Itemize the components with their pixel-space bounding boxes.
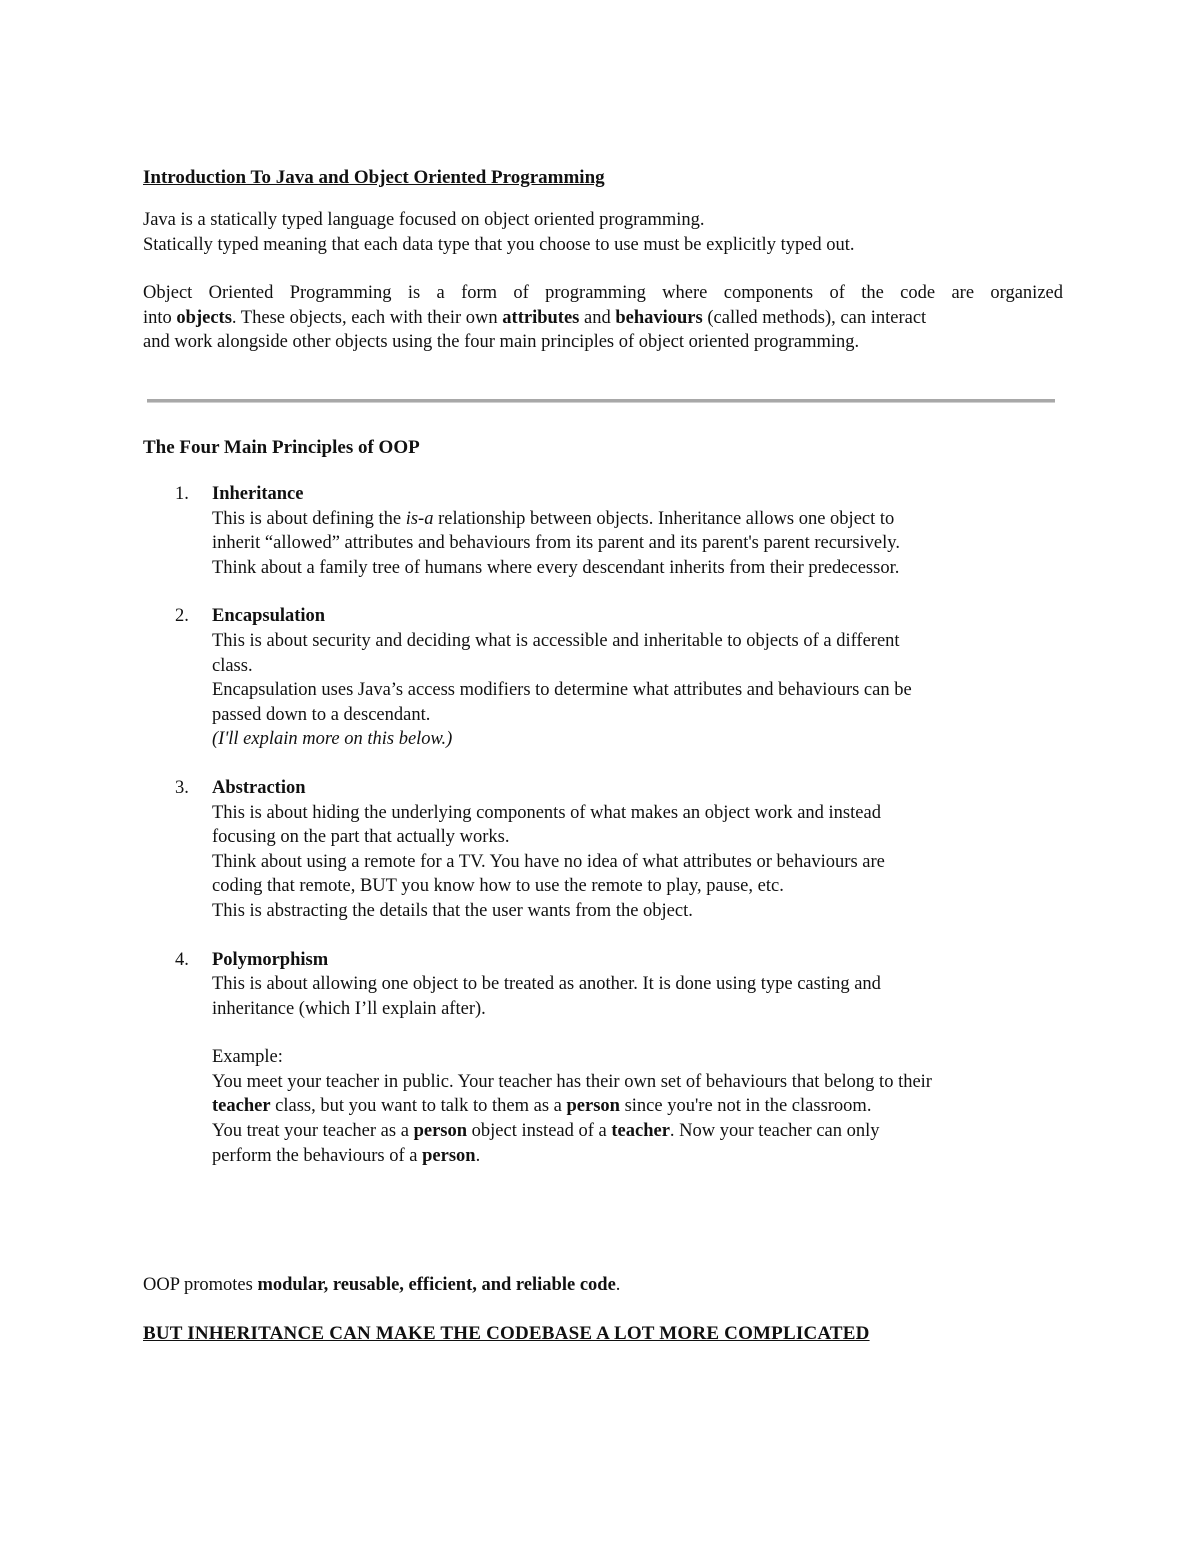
example-line (212, 1119, 1083, 1144)
principle-polymorphism (143, 948, 1083, 1169)
summary-block (143, 1273, 1083, 1348)
principle-line: Think about using a remote for a TV. You have no idea of what attributes or behaviours are (212, 851, 885, 872)
oop-line-3: and work alongside other objects using the four main principles of object oriented programming. (143, 332, 860, 353)
example-label: Example: (212, 1047, 283, 1068)
text-run: . (475, 1145, 481, 1166)
principle-line: This is abstracting the details that the user wants from the object. (212, 900, 693, 921)
document-title: Introduction To Java and Object Oriented Programming (143, 167, 605, 188)
text-run: class, but you want to talk to them as a (270, 1096, 567, 1117)
bold-teacher: teacher (611, 1121, 670, 1142)
intro-block (143, 164, 1063, 355)
example-line (212, 1144, 1083, 1169)
horizontal-divider (147, 399, 1055, 403)
list-number: 1. (175, 484, 189, 504)
bold-person: person (413, 1121, 468, 1142)
italic-is-a: is-a (405, 508, 434, 529)
bold-behaviours: behaviours (615, 307, 703, 328)
principle-encapsulation (143, 604, 1083, 752)
principle-line: Encapsulation uses Java’s access modifiers to determine what attributes and behaviours can be (212, 680, 912, 701)
principle-inheritance (143, 482, 1083, 580)
text-run: OOP promotes (143, 1275, 258, 1295)
example-line: You meet your teacher in public. Your teacher has their own set of behaviours that belong to their (212, 1071, 932, 1092)
intro-line-2: Statically typed meaning that each data type that you choose to use must be explicitly typed out. (143, 234, 855, 255)
principle-line: coding that remote, BUT you know how to use the remote to play, pause, etc. (212, 876, 784, 897)
intro-line-1: Java is a statically typed language focused on object oriented programming. (143, 210, 705, 230)
principles-section (143, 434, 1083, 1168)
principle-line: inherit “allowed” attributes and behaviours from its parent and its parent's parent recursively. (212, 533, 900, 554)
bold-objects: objects (176, 307, 232, 328)
principle-line: inheritance (which I’ll explain after). (212, 998, 486, 1019)
text-run: (called methods), can interact (702, 307, 927, 328)
principle-line: class. (212, 655, 253, 676)
text-run: . (615, 1275, 621, 1295)
bold-attributes: attributes (502, 307, 580, 328)
bold-teacher: teacher (212, 1096, 271, 1117)
text-run: and (579, 307, 616, 328)
principle-name: Polymorphism (212, 949, 329, 970)
principles-heading: The Four Main Principles of OOP (143, 437, 420, 458)
example-line (212, 1094, 1083, 1119)
list-number: 4. (175, 949, 189, 970)
list-number: 3. (175, 777, 189, 798)
principle-name: Inheritance (212, 484, 304, 504)
principle-abstraction (143, 776, 1083, 924)
text-run: This is about defining the (212, 508, 406, 529)
text-run: . Now your teacher can only (669, 1121, 880, 1142)
bold-person: person (566, 1096, 620, 1117)
text-run: perform the behaviours of a (212, 1145, 423, 1166)
principle-line: passed down to a descendant. (212, 704, 431, 725)
principle-note: (I'll explain more on this below.) (212, 729, 453, 750)
principle-line: focusing on the part that actually works. (212, 827, 510, 848)
warning-heading: BUT INHERITANCE CAN MAKE THE CODEBASE A LOT MORE COMPLICATED (143, 1322, 870, 1344)
principle-line: This is about security and deciding what is accessible and inheritable to objects of a different (212, 630, 900, 651)
bold-summary: modular, reusable, efficient, and reliable code (257, 1275, 616, 1295)
oop-line-2 (143, 306, 1063, 331)
list-number: 2. (175, 606, 189, 627)
principle-line: Think about a family tree of humans where every descendant inherits from their predecessor. (212, 557, 900, 578)
text-run: . These objects, each with their own (231, 307, 503, 328)
bold-person: person (422, 1145, 476, 1166)
text-run: since you're not in the classroom. (619, 1096, 872, 1117)
summary-line (143, 1273, 1083, 1298)
text-run: You treat your teacher as a (212, 1121, 414, 1142)
oop-line-1: Object Oriented Programming is a form of programming where components of the code are organized (143, 283, 1063, 304)
principle-line (212, 507, 1083, 532)
principle-line: This is about hiding the underlying components of what makes an object work and instead (212, 802, 881, 823)
text-run: into (143, 307, 177, 328)
principle-name: Encapsulation (212, 606, 326, 627)
text-run: relationship between objects. Inheritance allows one object to (433, 508, 895, 529)
text-run: object instead of a (467, 1121, 612, 1142)
principle-line: This is about allowing one object to be treated as another. It is done using type casting and (212, 974, 881, 995)
principle-name: Abstraction (212, 777, 306, 798)
